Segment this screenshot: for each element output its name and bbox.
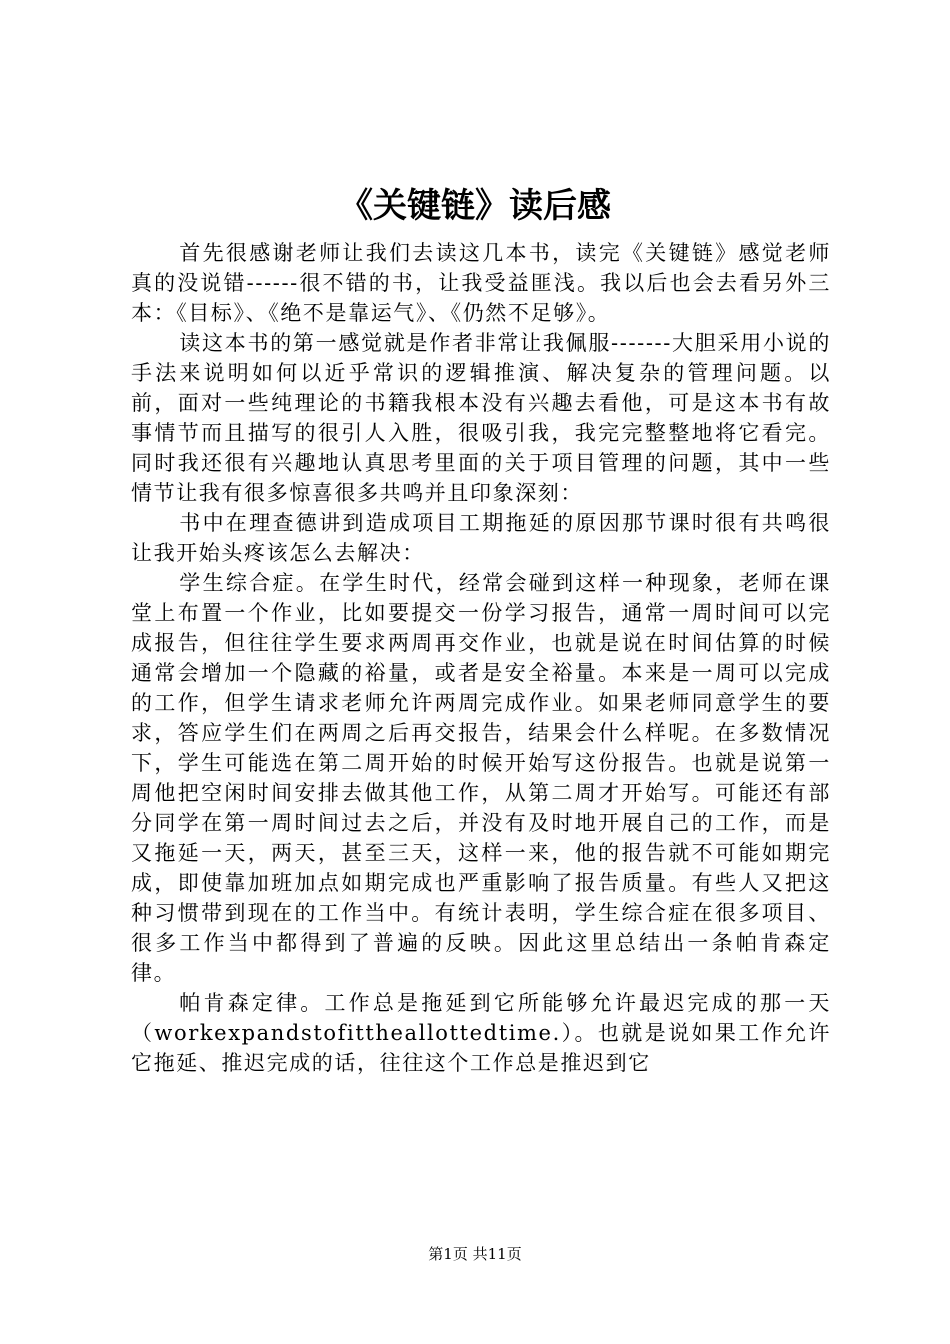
paragraph-4: 学生综合症。在学生时代，经常会碰到这样一种现象，老师在课堂上布置一个作业，比如要提交一份学习报告，通常一周时间可以完成报告，但往往学生要求两周再交作业，也就是说在时间估算的时候通常会增加一个隐藏的裕量，或者是安全裕量。本来是一周可以完成的工作，但学生请求老师允许两周完成作业。如果老师同意学生的要求，答应学生们在两周之后再交报告，结果会什么样呢。在多数情况下，学生可能选在第二周开始的时候开始写这份报告。也就是说第一周他把空闲时间安排去做其他工作，从第二周才开始写。可能还有部分同学在第一周时间过去之后，并没有及时地开展自己的工作，而是又拖延一天，两天，甚至三天，这样一来，他的报告就不可能如期完成，即使靠加班加点如期完成也严重影响了报告质量。有些人又把这种习惯带到现在的工作当中。有统计表明，学生综合症在很多项目、很多工作当中都得到了普遍的反映。因此这里总结出一条帕肯森定律。: [131, 571, 831, 985]
document-title: 《关键链》读后感: [339, 186, 611, 226]
paragraph-5: 帕肯森定律。工作总是拖延到它所能够允许最迟完成的那一天（workexpandstofittheallottedtime.）。也就是说如果工作允许它拖延、推迟完成的话，往往这个工作总是推迟到它: [131, 991, 831, 1075]
page-number-footer: 第1页 共11页: [428, 1245, 522, 1263]
paragraph-1: 首先很感谢老师让我们去读这几本书，读完《关键链》感觉老师真的没说错------很不错的书，让我受益匪浅。我以后也会去看另外三本：《目标》、《绝不是靠运气》、《仍然不足够》。: [131, 241, 831, 325]
paragraph-3: 书中在理查德讲到造成项目工期拖延的原因那节课时很有共鸣很让我开始头疼该怎么去解决：: [131, 511, 831, 565]
paragraph-2: 读这本书的第一感觉就是作者非常让我佩服-------大胆采用小说的手法来说明如何以近乎常识的逻辑推演、解决复杂的管理问题。以前，面对一些纯理论的书籍我根本没有兴趣去看他，可是这本书有故事情节而且描写的很引人入胜，很吸引我，我完完整整地将它看完。同时我还很有兴趣地认真思考里面的关于项目管理的问题，其中一些情节让我有很多惊喜很多共鸣并且印象深刻：: [131, 331, 831, 505]
document-body: [131, 238, 831, 1078]
